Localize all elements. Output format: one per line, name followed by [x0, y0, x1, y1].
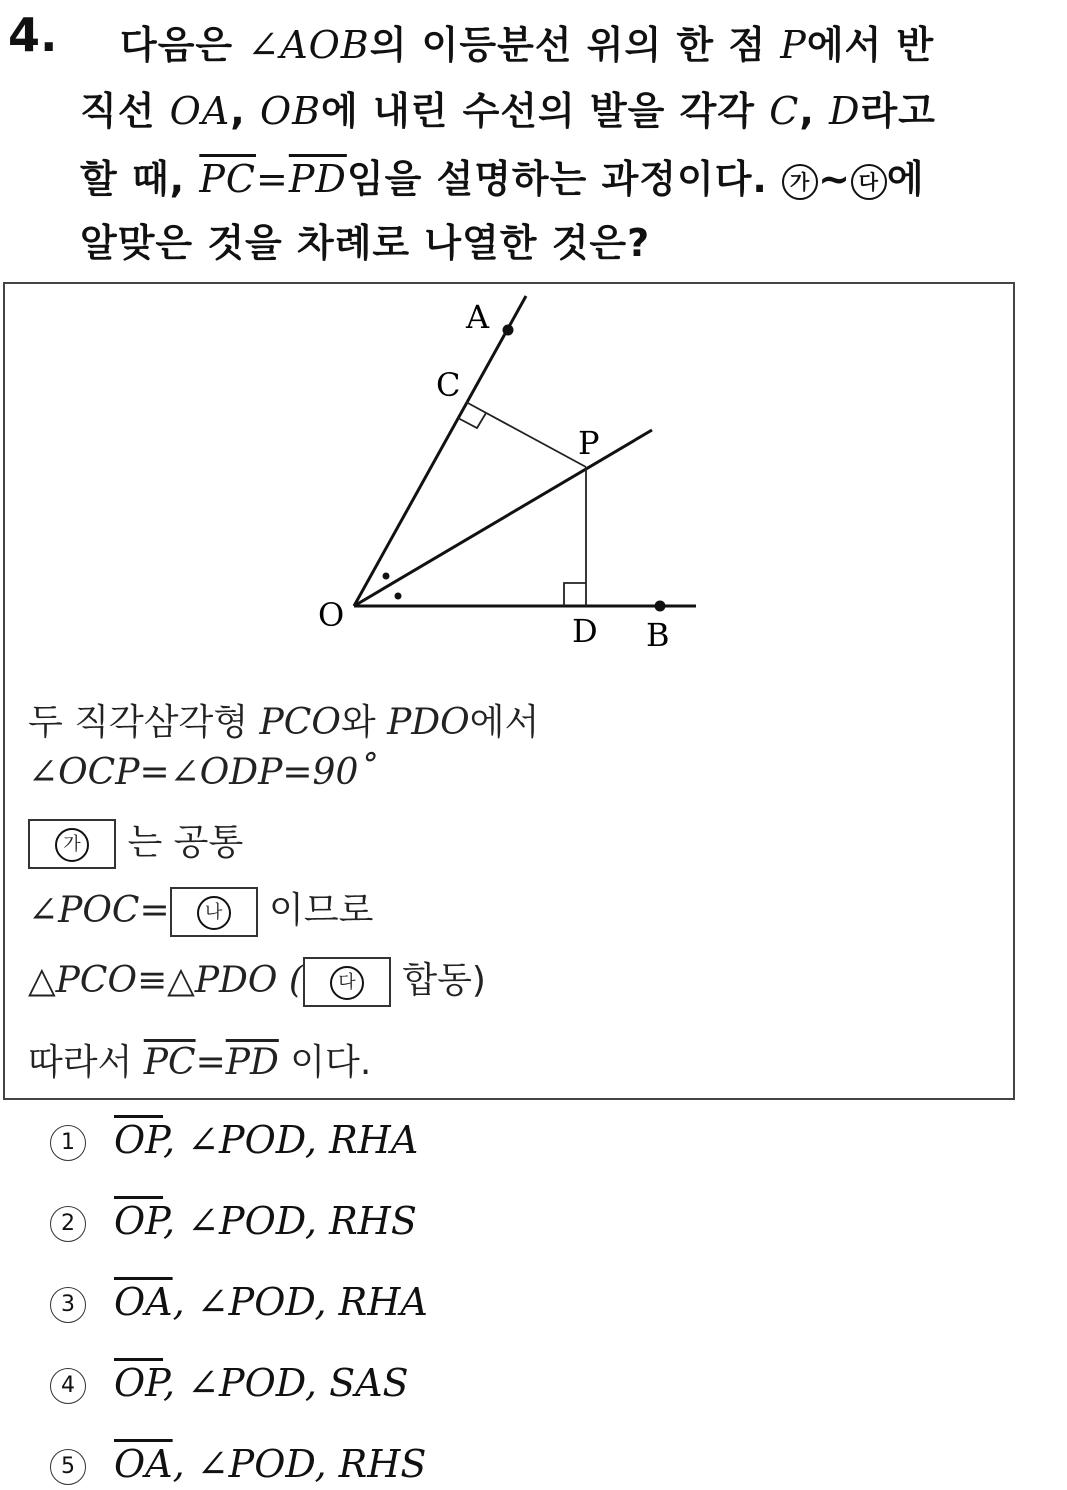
label-c: C [436, 366, 461, 404]
option-angle: ∠POD [187, 1361, 305, 1405]
ray-ob: OB [259, 89, 322, 133]
option-5[interactable]: 5 $\overline{OA}$, ∠POD, RHS [50, 1442, 426, 1486]
question-text: 임을 설명하는 과정이다. [346, 157, 783, 201]
proof-text: 에서 [469, 702, 540, 743]
triangle-pdo: PDO [387, 702, 470, 743]
option-angle: ∠POD [187, 1118, 305, 1162]
question-text: 의 이등분선 위의 한 점 [369, 23, 781, 67]
perpendicular-pc [466, 402, 586, 467]
option-rule: RHA [338, 1280, 428, 1324]
question-text: 라고 [860, 89, 936, 133]
circled-da-icon: 다 [330, 966, 364, 1000]
comma: , [230, 89, 260, 133]
circled-na-icon: 나 [197, 896, 231, 930]
option-number: 5 [50, 1449, 86, 1485]
proof-text: 는 공통 [116, 822, 244, 863]
point-a-dot [503, 325, 514, 336]
question-text: 직선 [80, 89, 170, 133]
angle-bisector-figure [290, 290, 710, 660]
bisector-line [354, 430, 652, 606]
circled-ga-icon: 가 [782, 164, 818, 200]
ray-oa-line [354, 296, 526, 606]
point-b-dot [655, 601, 666, 612]
triangle-pco: PCO [259, 702, 341, 743]
proof-text: 두 직각삼각형 [28, 702, 260, 743]
blank-ga [28, 819, 116, 869]
proof-text: 따라서 [28, 1042, 144, 1083]
option-segment: $\overline{OP}$ [114, 1361, 164, 1405]
question-text: 알맞은 것을 차례로 나열한 것은? [80, 221, 651, 265]
segment-pd: $\overline{PD}$ [288, 157, 347, 201]
proof-line-4 [28, 882, 373, 937]
question-text: 에서 반 [806, 23, 935, 67]
question-text: 에 [886, 157, 925, 201]
comma: , [799, 89, 829, 133]
option-2[interactable]: 2 $\overline{OP}$, ∠POD, RHS [50, 1199, 417, 1243]
proof-text: 와 [340, 702, 388, 743]
question-line-4 [80, 212, 650, 267]
option-number: 1 [50, 1125, 86, 1161]
angle-aob: ∠AOB [247, 23, 370, 67]
proof-text: 합동) [390, 960, 486, 1001]
option-rule: RHA [329, 1118, 419, 1162]
question-text: 에 내린 수선의 발을 각각 [321, 89, 770, 133]
option-segment: $\overline{OP}$ [114, 1118, 164, 1162]
option-angle: ∠POD [187, 1199, 305, 1243]
blank-na [170, 887, 258, 937]
question-line-2 [80, 80, 936, 135]
option-number: 2 [50, 1206, 86, 1242]
proof-line-3 [28, 814, 243, 869]
congruence-statement: △PCO≡△PDO ( [28, 960, 303, 1001]
option-rule: RHS [329, 1199, 417, 1243]
point-c: C [769, 89, 800, 133]
option-segment: $\overline{OA}$ [114, 1280, 173, 1324]
proof-text: 이므로 [257, 890, 374, 931]
tilde: ~ [818, 157, 851, 201]
right-angle-mark-d [564, 583, 586, 606]
option-rule: SAS [329, 1361, 409, 1405]
circled-ga-icon: 가 [55, 828, 89, 862]
point-d: D [829, 89, 861, 133]
proof-line-1 [28, 694, 539, 745]
angle-dot-upper [383, 573, 390, 580]
equals: = [255, 157, 289, 201]
option-angle: ∠POD [196, 1442, 315, 1486]
question-number: 4. [8, 8, 58, 62]
right-angle-statement: ∠OCP=∠ODP=90˚ [28, 752, 377, 793]
option-segment: $\overline{OA}$ [114, 1442, 173, 1486]
option-number: 3 [50, 1287, 86, 1323]
label-p: P [578, 424, 600, 462]
proof-line-2 [28, 752, 376, 793]
angle-poc: ∠POC= [28, 890, 170, 931]
option-number: 4 [50, 1368, 86, 1404]
circled-da-icon: 다 [851, 164, 887, 200]
label-b: B [646, 616, 670, 654]
segment-pc: $\overline{PC}$ [199, 157, 256, 201]
option-3[interactable]: 3 $\overline{OA}$, ∠POD, RHA [50, 1280, 428, 1324]
label-o: O [318, 596, 345, 634]
right-angle-mark-c [458, 413, 486, 428]
option-rule: RHS [338, 1442, 427, 1486]
option-angle: ∠POD [196, 1280, 315, 1324]
option-4[interactable]: 4 $\overline{OP}$, ∠POD, SAS [50, 1361, 409, 1405]
angle-dot-lower [395, 593, 402, 600]
segment-pd: $\overline{PD}$ [225, 1042, 279, 1083]
label-d: D [572, 612, 598, 650]
blank-da [303, 957, 391, 1007]
proof-line-5 [28, 952, 486, 1007]
proof-line-6 [28, 1034, 371, 1085]
proof-text: 이다. [278, 1042, 372, 1083]
point-p: P [780, 23, 807, 67]
question-line-1 [120, 14, 934, 69]
question-text: 다음은 [120, 23, 248, 67]
segment-pc: $\overline{PC}$ [143, 1042, 196, 1083]
option-1[interactable]: 1 $\overline{OP}$, ∠POD, RHA [50, 1118, 418, 1162]
option-segment: $\overline{OP}$ [114, 1199, 164, 1243]
question-text: 할 때, [80, 157, 200, 201]
label-a: A [466, 298, 490, 336]
ray-oa: OA [169, 89, 231, 133]
question-line-3 [80, 148, 925, 203]
equals: = [195, 1042, 226, 1083]
